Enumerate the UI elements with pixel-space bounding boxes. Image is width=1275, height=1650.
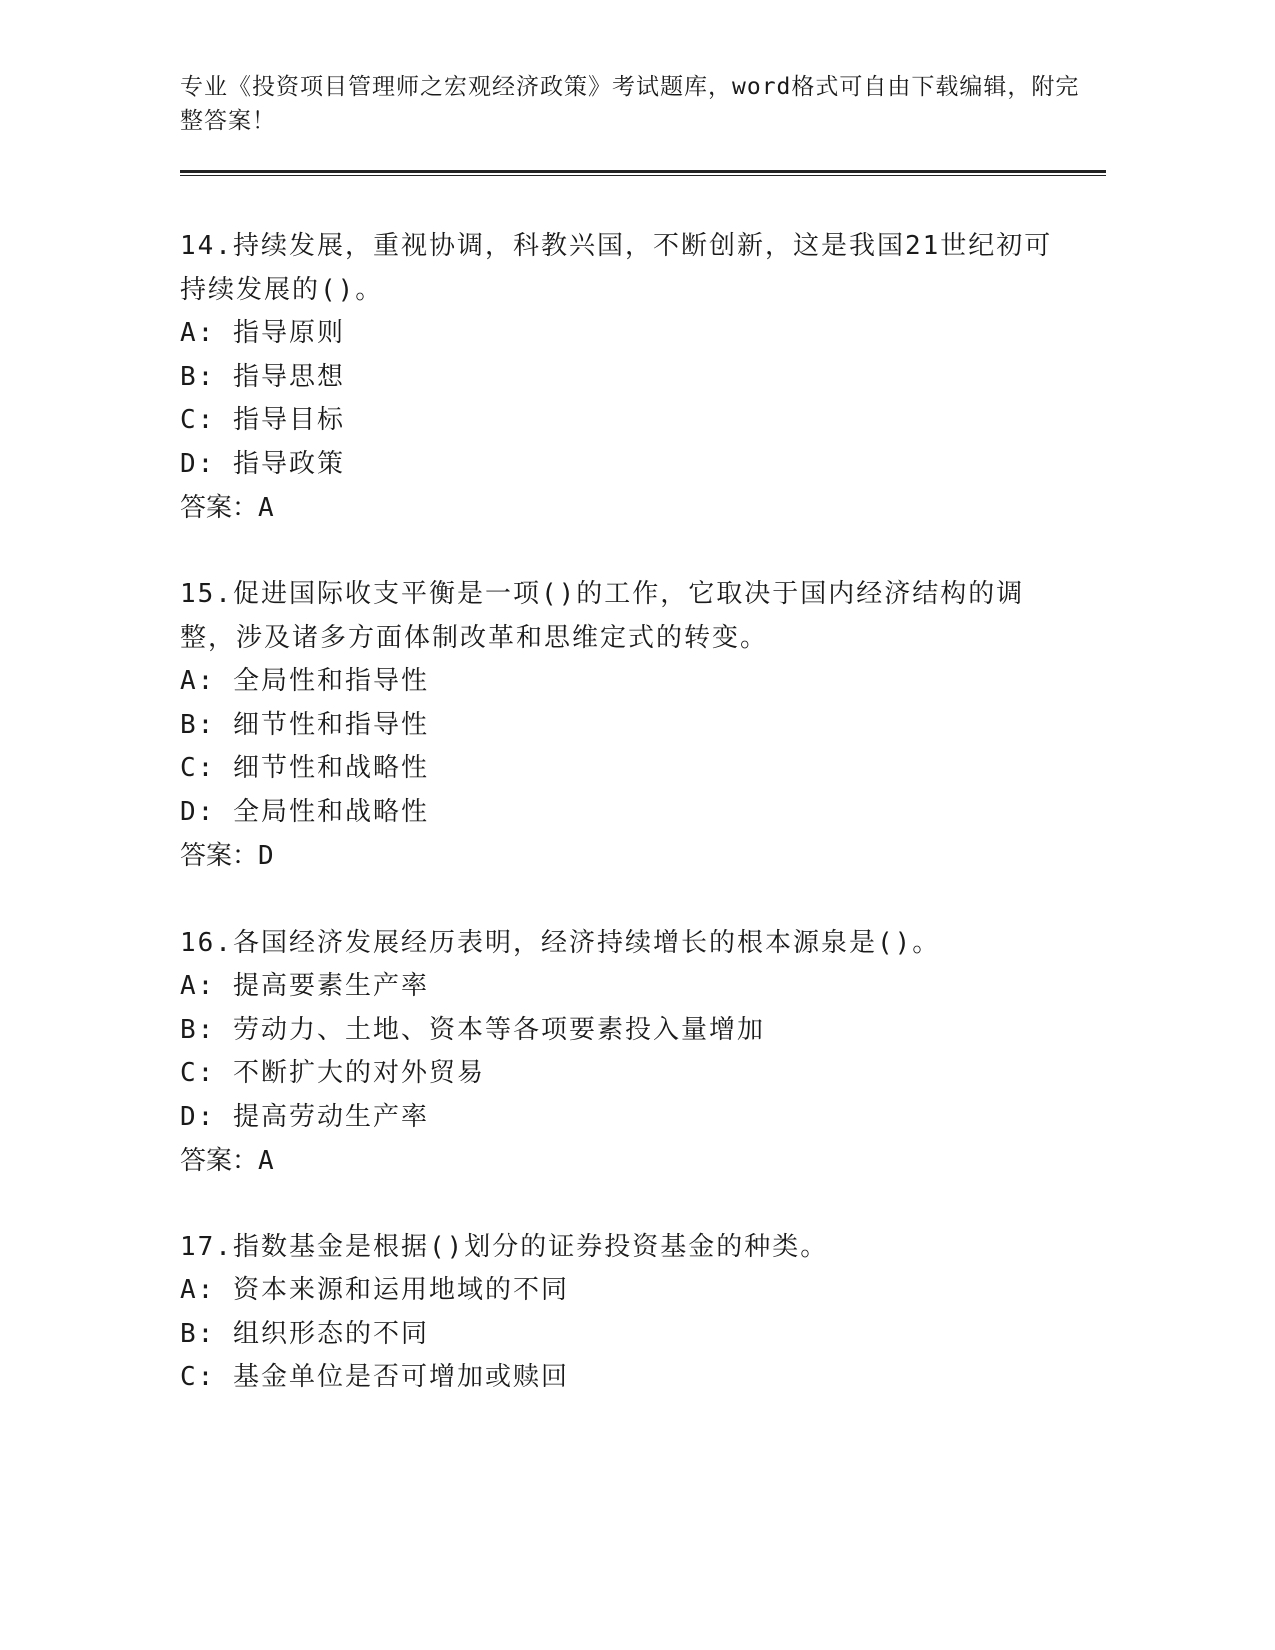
question-stem: 14.持续发展，重视协调，科教兴国，不断创新，这是我国21世纪初可持续发展的()。 [180, 231, 1053, 305]
document-intro: 专业《投资项目管理师之宏观经济政策》考试题库，word格式可自由下载编辑，附完整答案！ [180, 74, 1080, 134]
question-stem: 15.促进国际收支平衡是一项()的工作，它取决于国内经济结构的调整，涉及诸多方面体制改革和思维定式的转变。 [180, 579, 1025, 653]
option-d: D: 指导政策 [180, 448, 345, 479]
option-c: C: 不断扩大的对外贸易 [180, 1058, 485, 1088]
option-d: D: 全局性和战略性 [180, 796, 429, 827]
answer-value: A [258, 1146, 274, 1176]
answer-label: 答案： [180, 841, 259, 871]
question-15 [180, 572, 1060, 878]
answer-line [180, 834, 1060, 878]
option-d: D: 提高劳动生产率 [180, 1101, 429, 1132]
answer-value: D [258, 841, 274, 871]
option-b: B: 组织形态的不同 [180, 1318, 429, 1349]
option-b: B: 细节性和指导性 [180, 709, 429, 740]
answer-value: A [258, 493, 274, 523]
header-divider [180, 170, 1106, 176]
option-b: B: 劳动力、土地、资本等各项要素投入量增加 [180, 1014, 765, 1045]
question-stem: 16.各国经济发展经历表明，经济持续增长的根本源泉是()。 [180, 928, 941, 958]
question-stem: 17.指数基金是根据()划分的证券投资基金的种类。 [180, 1232, 829, 1262]
option-a: A: 全局性和指导性 [180, 666, 429, 696]
answer-label: 答案： [180, 1146, 259, 1176]
option-a: A: 资本来源和运用地域的不同 [180, 1275, 569, 1305]
question-17 [180, 1225, 1060, 1400]
option-c: C: 基金单位是否可增加或赎回 [180, 1362, 569, 1392]
option-a: A: 提高要素生产率 [180, 971, 429, 1001]
answer-line [180, 1139, 1060, 1183]
answer-label: 答案： [180, 493, 259, 523]
option-c: C: 细节性和战略性 [180, 753, 429, 783]
option-b: B: 指导思想 [180, 361, 345, 392]
question-16 [180, 921, 1060, 1183]
question-14 [180, 224, 1060, 530]
option-c: C: 指导目标 [180, 405, 345, 435]
answer-line [180, 486, 1060, 530]
option-a: A: 指导原则 [180, 318, 345, 348]
